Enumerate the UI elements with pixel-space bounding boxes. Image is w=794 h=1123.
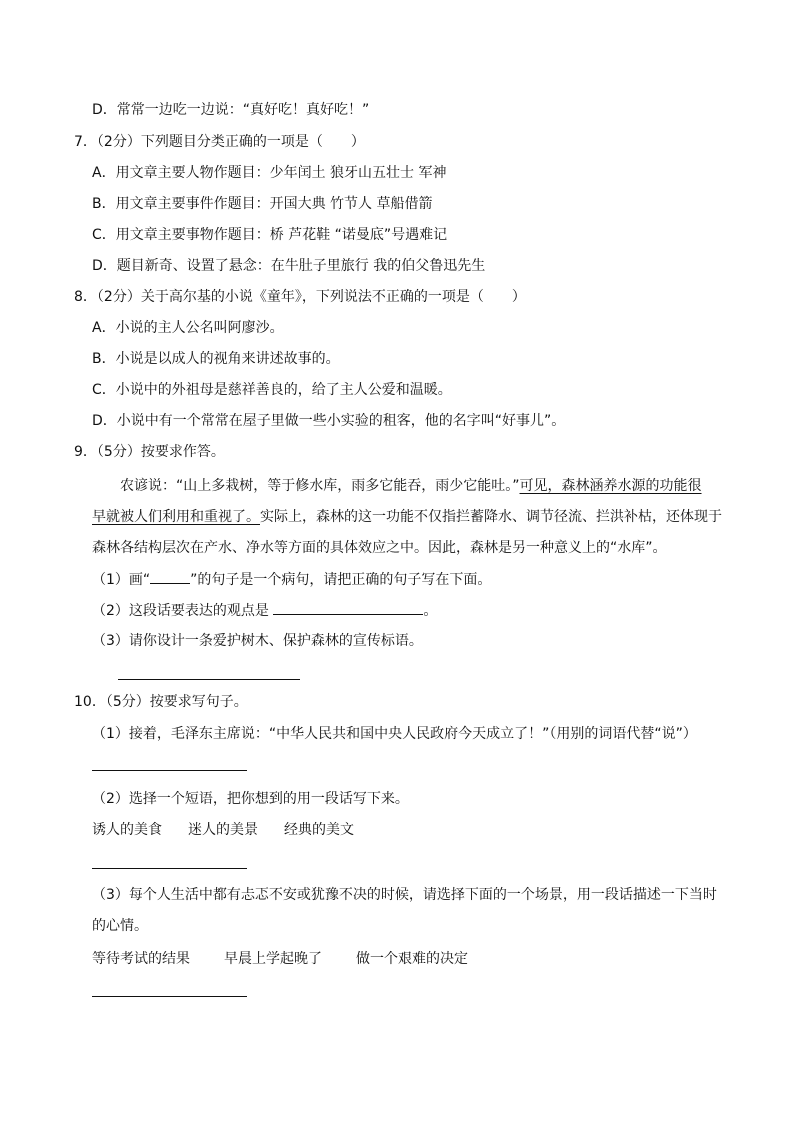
q9-sub-2: （2）这段话要表达的观点是 。 bbox=[92, 600, 437, 621]
q9-sample-underline bbox=[150, 569, 190, 584]
q10-sub-1: （1）接着，毛泽东主席说：“中华人民共和国中央人民政府今天成立了！”（用别的词语代替“说”） bbox=[92, 726, 697, 742]
q10-phrase-option: 诱人的美食 bbox=[92, 822, 162, 838]
q7-option-d: D．题目新奇、设置了悬念：在牛肚子里旅行 我的伯父鲁迅先生 bbox=[92, 258, 486, 274]
q10-phrase-option: 迷人的美景 bbox=[188, 822, 258, 838]
q9-passage-text: 农谚说：“山上多栽树，等于修水库，雨多它能吞，雨少它能吐。” bbox=[120, 478, 520, 494]
q9-passage-line-3: 森林各结构层次在产水、净水等方面的具体效应之中。因此，森林是另一种意义上的“水库”。 bbox=[92, 540, 667, 556]
q7-stem: 7．（2分）下列题目分类正确的一项是（ ） bbox=[74, 134, 365, 150]
q8-option-c: C．小说中的外祖母是慈祥善良的，给了主人公爱和温暖。 bbox=[92, 382, 452, 398]
q9-passage-line-1 bbox=[120, 476, 702, 496]
q9-sub-1: （1）画“ ”的句子是一个病句，请把正确的句子写在下面。 bbox=[92, 569, 491, 590]
q10-sub-3-line-2: 的心情。 bbox=[92, 918, 148, 934]
q10-scene-option: 做一个艰难的决定 bbox=[356, 951, 468, 967]
q10-sub-2-options bbox=[92, 820, 354, 840]
q7-option-c: C．用文章主要事物作题目：桥 芦花鞋 “诺曼底”号遇难记 bbox=[92, 227, 448, 243]
q10-sub-3-line-1: （3）每个人生活中都有忐忑不安或犹豫不决的时候，请选择下面的一个场景，用一段话描述一下当时 bbox=[92, 887, 717, 903]
q10-stem: 10．（5分）按要求写句子。 bbox=[74, 694, 248, 710]
q9-underlined-sentence: 可见，森林涵养水源的功能很 bbox=[519, 478, 702, 494]
q10-scene-option: 等待考试的结果 bbox=[92, 951, 190, 967]
q8-stem: 8．（2分）关于高尔基的小说《童年》，下列说法不正确的一项是（ ） bbox=[74, 289, 526, 305]
q10-answer-line-1[interactable] bbox=[92, 770, 247, 771]
q7-option-a: A．用文章主要人物作题目：少年闰土 狼牙山五壮士 军神 bbox=[92, 165, 447, 181]
q9-passage-text: 实际上，森林的这一功能不仅指拦蓄降水、调节径流、拦洪补枯，还体现于 bbox=[260, 509, 722, 525]
q10-answer-line-3[interactable] bbox=[92, 996, 247, 997]
q9-answer-blank-2[interactable] bbox=[273, 600, 423, 615]
q8-option-d: D．小说中有一个常常在屋子里做一些小实验的租客，他的名字叫“好事儿”。 bbox=[92, 413, 566, 429]
q9-passage-line-2 bbox=[92, 507, 722, 527]
q9-stem: 9．（5分）按要求作答。 bbox=[74, 444, 225, 460]
q10-sub-3-options bbox=[92, 949, 468, 969]
q10-scene-option: 早晨上学起晚了 bbox=[224, 951, 322, 967]
q10-answer-line-2[interactable] bbox=[92, 868, 247, 869]
q10-phrase-option: 经典的美文 bbox=[284, 822, 354, 838]
q6-option-d: D．常常一边吃一边说：“真好吃！真好吃！” bbox=[92, 102, 370, 118]
q8-option-a: A．小说的主人公名叫阿廖沙。 bbox=[92, 320, 284, 336]
q9-underlined-sentence-end: 早就被人们利用和重视了。 bbox=[92, 509, 260, 525]
q10-sub-2: （2）选择一个短语，把你想到的用一段话写下来。 bbox=[92, 791, 409, 807]
q9-answer-line-3[interactable] bbox=[118, 679, 300, 680]
q9-sub-3: （3）请你设计一条爱护树木、保护森林的宣传标语。 bbox=[92, 633, 423, 649]
q7-option-b: B．用文章主要事件作题目：开国大典 竹节人 草船借箭 bbox=[92, 196, 433, 212]
q8-option-b: B．小说是以成人的视角来讲述故事的。 bbox=[92, 351, 340, 367]
